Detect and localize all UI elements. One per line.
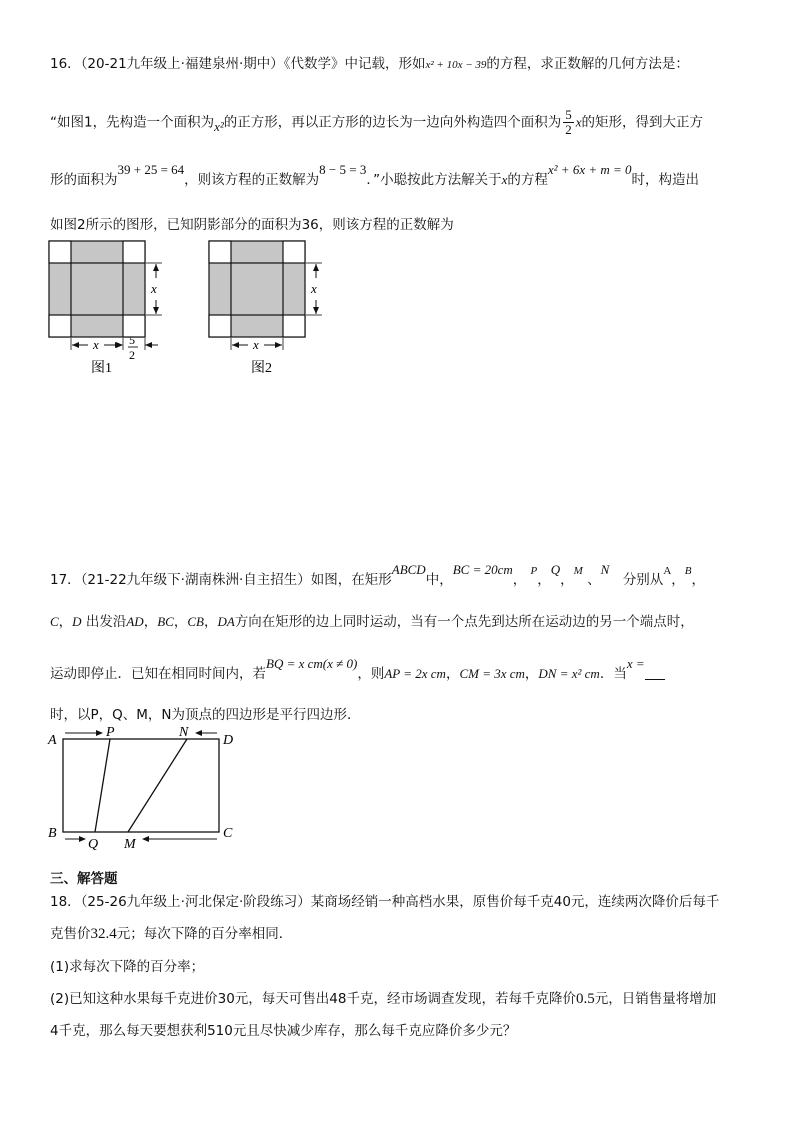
point-label-q: Q (88, 837, 99, 852)
dimension-label-x: x (311, 281, 317, 296)
q16-number: 16． (50, 56, 81, 72)
point-label-b: B (48, 826, 57, 841)
q18-source: （25-26九年级上·河北保定·阶段练习） (80, 894, 311, 910)
fraction-denominator: 2 (565, 122, 572, 137)
q16-source: （20-21九年级上·福建泉州·期中） (80, 56, 284, 72)
rectangle-abcd (63, 739, 219, 832)
q16-equation-2: 39 + 25 = 64 (117, 162, 185, 177)
section-3-title: 三、解答题 (50, 871, 118, 887)
q16-figures (40, 234, 350, 379)
fraction-numerator: 5 (565, 107, 572, 122)
point-label-n: N (179, 725, 189, 740)
q17-line-1 (50, 562, 705, 588)
dimension-label-x: x (93, 337, 99, 352)
dimension-fraction-numerator: 5 (129, 333, 135, 347)
arrow-c-to-m (142, 836, 149, 842)
q16-text: ．”小聪按此方法解关于 (366, 172, 502, 188)
q17-point-m: M (573, 565, 583, 577)
q16-text: 的正方形，再以正方形的边长为一边向外构造四个面积为 (223, 114, 562, 131)
point-label-d: D (223, 733, 234, 748)
segment-pq (95, 739, 110, 832)
q17-point-q: Q (550, 562, 561, 577)
q16-text: 形的面积为 (50, 172, 118, 188)
q16-text: 的方程，求正数解的几何方法是： (486, 56, 689, 72)
q18-part-1 (50, 955, 204, 975)
q17-text: ， (143, 614, 158, 630)
q17-text: ， (203, 614, 218, 630)
q16-line-3 (50, 162, 700, 188)
q17-text: ， (537, 572, 551, 588)
q17-text: 如图，在矩形 (310, 572, 392, 588)
q16-x-squared: x² (214, 118, 224, 134)
q18-text: (2)已知这种水果每千克进价30元，每天可售出48千克，经市场调查发现，若每千克降价 (50, 991, 576, 1007)
q17-text: ， (512, 572, 527, 588)
q17-text: 时，以P，Q、M，N为顶点的四边形是平行四边形． (50, 707, 361, 723)
segment-nm (128, 739, 187, 832)
q17-point-c: C (50, 614, 59, 629)
q17-answer-blank[interactable] (645, 667, 665, 680)
q17-text: 方向在矩形的边上同时运动，当有一个点先到达所在运动边的另一个端点时， (234, 614, 694, 630)
q17-segment-bc: BC (157, 614, 174, 629)
q18-text: 某商场经销一种高档水果，原售价每千克40元，连续两次降价后每千 (310, 894, 720, 910)
q17-text: 中， (425, 572, 453, 588)
figure-1 (49, 241, 162, 376)
q16-fraction (563, 108, 574, 137)
q16-equation-1: x² + 10x − 39 (425, 59, 487, 71)
q17-text: ，则 (357, 666, 385, 682)
corner-square (49, 315, 71, 337)
q17-cm-expression: CM = 3x cm (459, 666, 525, 681)
q18-line-2 (50, 922, 292, 943)
q16-text: 的矩形，得到大正方 (581, 114, 704, 131)
dimension-label-x: x (253, 337, 259, 352)
q17-segment-da: DA (217, 614, 235, 629)
corner-square (49, 241, 71, 263)
q16-x: x (501, 172, 508, 187)
q17-point-n: N (600, 562, 610, 577)
corner-square (283, 241, 305, 263)
q18-price: 32.4 (90, 926, 117, 942)
q16-line-2 (50, 108, 703, 137)
q17-text: 、 (587, 572, 601, 588)
q18-decrement: 0.5 (575, 991, 595, 1007)
point-label-p: P (106, 725, 115, 740)
figure-2 (209, 241, 322, 376)
q16-equation-3: 8 − 5 = 3 (319, 162, 367, 177)
q17-text: 出发沿 (85, 614, 127, 630)
q17-text: 分别从 (622, 572, 664, 588)
q18-part-2-line-1 (50, 987, 716, 1008)
arrow-d-to-n (195, 730, 202, 736)
q17-text: 运动即停止．已知在相同时间内，若 (50, 666, 266, 682)
dimension-label-x: x (151, 281, 157, 296)
corner-square (123, 241, 145, 263)
q17-text: ， (445, 666, 460, 682)
point-label-a: A (48, 733, 57, 748)
q17-segment-ad: AD (126, 614, 144, 629)
q16-line-4 (50, 213, 454, 233)
q17-x-equals: x = (626, 656, 645, 671)
dimension-fraction-denominator: 2 (129, 348, 135, 362)
q16-x: x (575, 114, 582, 130)
q17-text: ．当 (599, 666, 627, 682)
q17-figure (40, 724, 250, 859)
q17-point-d: D (72, 614, 82, 629)
q18-part-1-text: (1)求每次下降的百分率； (50, 959, 205, 975)
q17-text: ， (524, 666, 539, 682)
q17-point-b: B (684, 565, 692, 577)
corner-square (209, 241, 231, 263)
q17-text: ， (173, 614, 188, 630)
q17-ap-expression: AP = 2x cm (384, 666, 446, 681)
q17-bq-expression: BQ = x cm(x ≠ 0) (266, 656, 358, 671)
q17-line-3 (50, 656, 665, 682)
q17-number: 17． (50, 572, 81, 588)
figure-2-caption: 图2 (251, 361, 272, 376)
figure-1-caption: 图1 (91, 361, 112, 376)
corner-square (209, 315, 231, 337)
q17-rect-abcd: ABCD (391, 562, 426, 577)
q17-segment-cb: CB (187, 614, 204, 629)
q16-text: 如图2所示的图形，已知阴影部分的面积为36，则该方程的正数解为 (50, 217, 454, 233)
q18-number: 18． (50, 894, 81, 910)
q18-line-1 (50, 890, 719, 910)
q16-text: ，则该方程的正数解为 (184, 172, 320, 188)
q17-text: ， (560, 572, 574, 588)
q16-line-1 (50, 52, 689, 72)
q17-dn-expression: DN = x² cm (538, 666, 600, 681)
point-label-m: M (124, 837, 136, 852)
point-label-c: C (223, 826, 233, 841)
q16-text: 《代数学》中记载，形如 (283, 56, 426, 72)
q17-text: ， (58, 614, 73, 630)
q17-point-a: A (663, 565, 672, 577)
q17-text: ， (691, 572, 705, 588)
q18-text: 元；每次下降的百分率相同． (116, 926, 293, 942)
q18-text: 元，日销售量将增加 (594, 991, 717, 1007)
q17-source: （21-22九年级下·湖南株洲·自主招生） (80, 572, 311, 588)
q18-text: 克售价 (50, 926, 91, 942)
arrow-a-to-p (96, 730, 103, 736)
q17-line-4 (50, 703, 361, 723)
arrow-b-to-q (79, 836, 86, 842)
q17-bc-length: BC = 20cm (452, 562, 513, 577)
q17-text: ， (671, 572, 685, 588)
q18-part-2-line-2 (50, 1019, 516, 1039)
q16-text: 时，构造出 (631, 172, 700, 188)
q16-text: 的方程 (507, 172, 548, 188)
q17-line-2 (50, 610, 694, 630)
q16-equation-4: x² + 6x + m = 0 (547, 162, 632, 177)
q18-text: 4千克，那么每天要想获利510元且尽快减少库存，那么每千克应降价多少元？ (50, 1023, 517, 1039)
corner-square (283, 315, 305, 337)
q16-text: “如图1，先构造一个面积为 (50, 114, 215, 131)
q17-point-p: P (530, 565, 538, 577)
